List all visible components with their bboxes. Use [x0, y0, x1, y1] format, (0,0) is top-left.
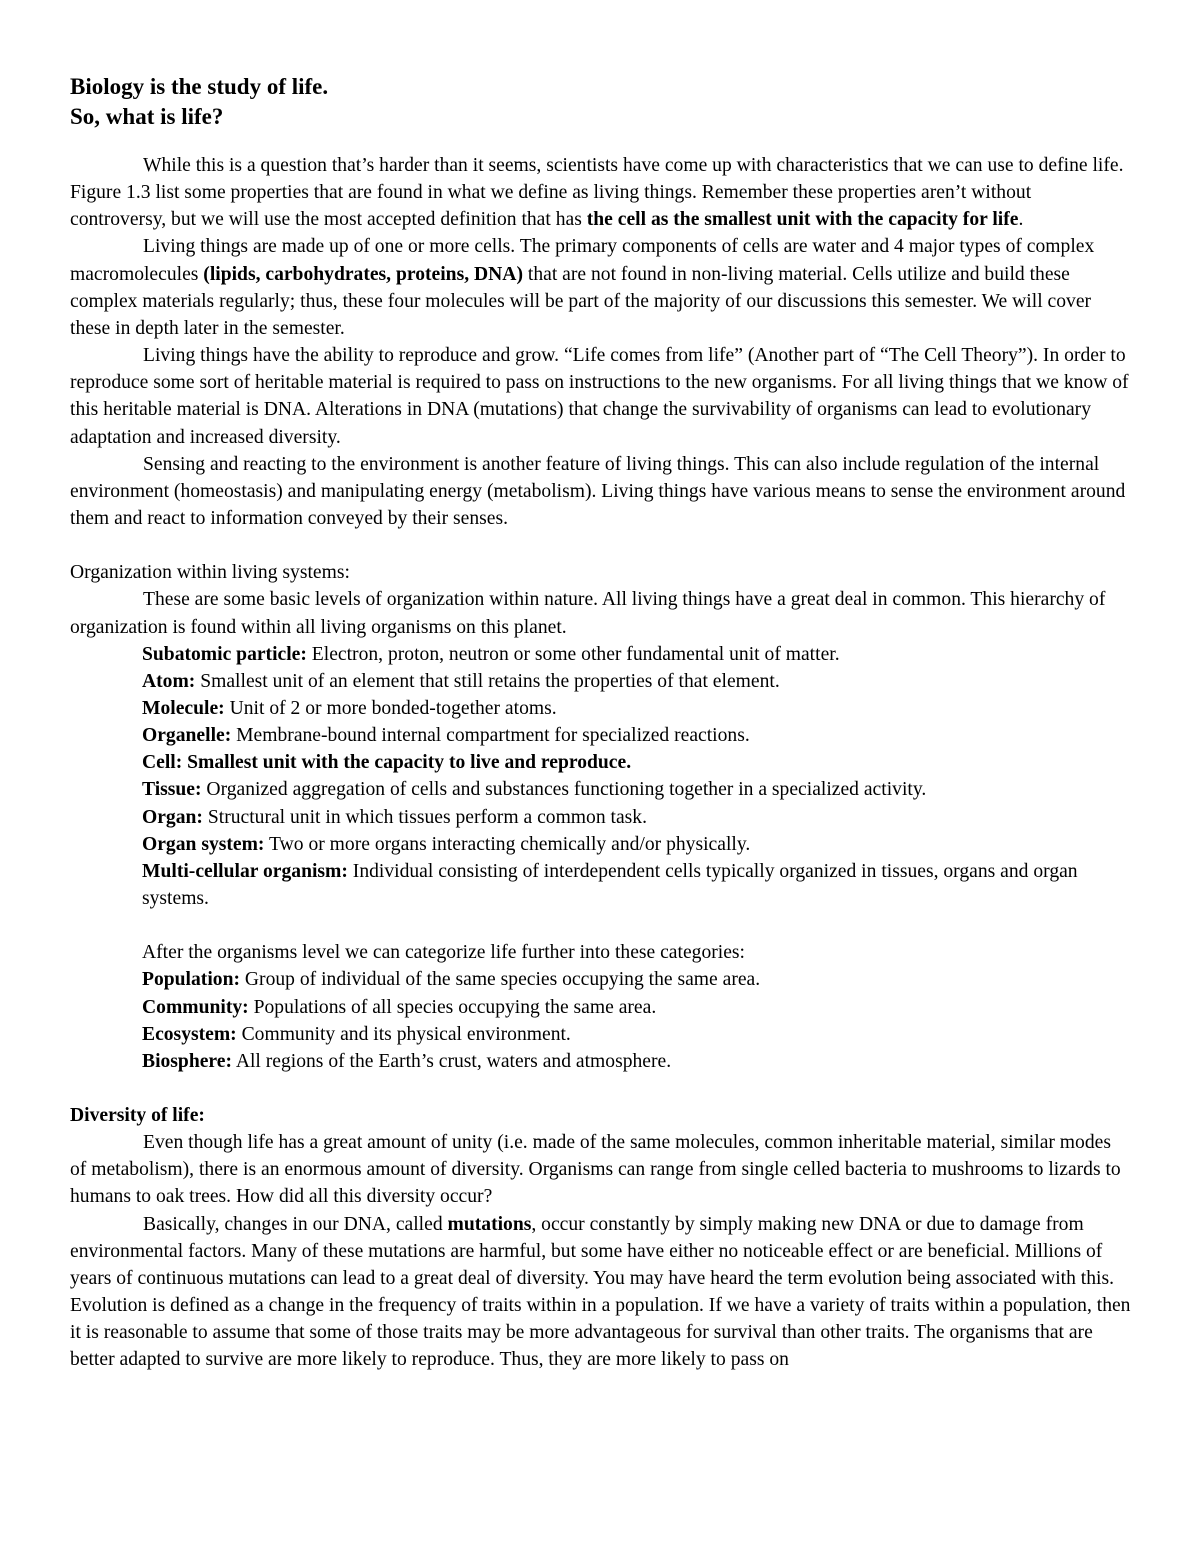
cell-definition-emphasis: the cell as the smallest unit with the capacity for life — [586, 209, 1019, 231]
document-page — [70, 72, 1132, 1374]
page-title — [70, 72, 1132, 132]
diversity-section — [70, 1102, 1132, 1374]
list-item: Organelle: Membrane-bound internal compartment for specialized reactions. — [142, 725, 750, 747]
title-line-1: Biology is the study of life. — [70, 74, 329, 99]
intro-paragraph-1: While this is a question that’s harder than it seems, scientists have come up with characteristics that we can use to define life. Figure 1.3 list some properties that are found in what we define as living things. Remember these properties aren’t without controversy, but we will use the most accepted definition that has the cell as the smallest unit with the capacity for life. — [70, 155, 1124, 231]
intro-paragraph-2: Living things are made up of one or more cells. The primary components of cells are water and 4 major types of complex macromolecules (lipids, carbohydrates, proteins, DNA) that are not found in non-living material. Cells utilize and build these complex materials regularly; thus, these four molecules will be part of the majority of our discussions this semester. We will cover these in depth later in the semester. — [70, 236, 1095, 339]
macromolecules-emphasis: (lipids, carbohydrates, proteins, DNA) — [203, 263, 523, 285]
title-line-2: So, what is life? — [70, 104, 224, 129]
organization-section — [70, 559, 1132, 1075]
list-item: Organ system: Two or more organs interacting chemically and/or physically. — [142, 833, 751, 855]
list-item: Ecosystem: Community and its physical environment. — [142, 1023, 571, 1045]
intro-section — [70, 152, 1132, 532]
list-item: Atom: Smallest unit of an element that still retains the properties of that element. — [142, 670, 780, 692]
diversity-heading: Diversity of life: — [70, 1105, 205, 1126]
list-item: Multi-cellular organism: Individual consisting of interdependent cells typically organized in tissues, organs and organ systems. — [142, 860, 1078, 910]
mutations-emphasis: mutations — [447, 1213, 532, 1235]
list-item: Community: Populations of all species occupying the same area. — [142, 996, 657, 1018]
diversity-paragraph-1: Even though life has a great amount of unity (i.e. made of the same molecules, common inheritable material, similar modes of metabolism), there is an enormous amount of diversity. Organisms can range from single celled bacteria to mushrooms to lizards to humans to oak trees. How did all this diversity occur? — [70, 1132, 1121, 1208]
list-item: Subatomic particle: Electron, proton, neutron or some other fundamental unit of matter. — [142, 643, 840, 665]
list-item: Organ: Structural unit in which tissues perform a common task. — [142, 806, 647, 828]
organization-intro: These are some basic levels of organization within nature. All living things have a great deal in common. This hierarchy of organization is found within all living organisms on this planet. — [70, 589, 1106, 638]
intro-paragraph-4: Sensing and reacting to the environment is another feature of living things. This can also include regulation of the internal environment (homeostasis) and manipulating energy (metabolism). Living things have various means to sense the environment around them and react to information conveyed by their senses. — [70, 453, 1126, 530]
list-item: Cell: Smallest unit with the capacity to live and reproduce. — [142, 752, 632, 774]
ecology-categories-list — [70, 939, 1132, 1075]
categories-intro: After the organisms level we can categorize life further into these categories: — [142, 942, 745, 964]
list-item: Tissue: Organized aggregation of cells and substances functioning together in a specialized activity. — [142, 779, 927, 801]
intro-paragraph-3: Living things have the ability to reproduce and grow. “Life comes from life” (Another part of “The Cell Theory”). In order to reproduce some sort of heritable material is required to pass on instructions to the new organisms. For all living things that we know of this heritable material is DNA. Alterations in DNA (mutations) that change the survivability of organisms can lead to evolutionary adaptation and increased diversity. — [70, 345, 1129, 448]
list-item: Molecule: Unit of 2 or more bonded-together atoms. — [142, 697, 557, 719]
diversity-paragraph-2: Basically, changes in our DNA, called mutations, occur constantly by simply making new DNA or due to damage from environmental factors. Many of these mutations are harmful, but some have either no noticeable effect or are beneficial. Millions of years of continuous mutations can lead to a great deal of diversity. You may have heard the term evolution being associated with this. Evolution is defined as a change in the frequency of traits within in a population. If we have a variety of traits within a population, then it is reasonable to assume that some of those traits may be more advantageous for survival than other traits. The organisms that are better adapted to survive are more likely to reproduce. Thus, they are more likely to pass on — [70, 1213, 1131, 1371]
organization-levels-list — [70, 641, 1132, 913]
organization-heading: Organization within living systems: — [70, 562, 350, 584]
list-item: Population: Group of individual of the same species occupying the same area. — [142, 969, 761, 991]
list-item: Biosphere: All regions of the Earth’s crust, waters and atmosphere. — [142, 1050, 672, 1072]
